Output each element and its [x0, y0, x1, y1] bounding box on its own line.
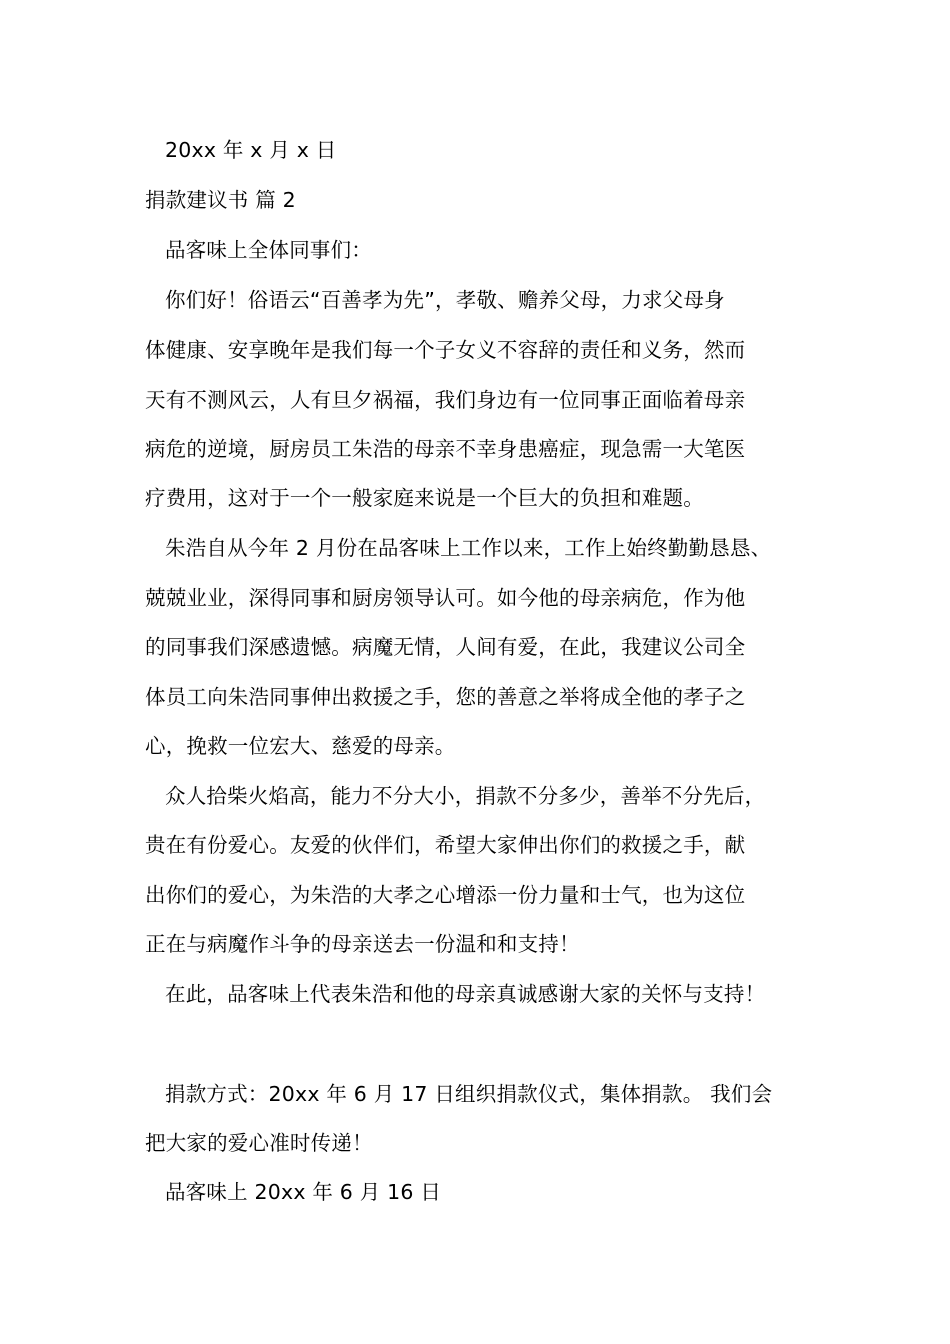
paragraph-line: 的同事我们深感遗憾。病魔无情，人间有爱，在此，我建议公司全 — [145, 635, 746, 659]
paragraph-line: 兢兢业业，深得同事和厨房领导认可。如今他的母亲病危，作为他 — [145, 586, 746, 610]
signature-line: 品客味上 20xx 年 6 月 16 日 — [165, 1180, 442, 1204]
paragraph-line: 朱浩自从今年 2 月份在品客味上工作以来，工作上始终勤勤恳恳、 — [165, 536, 772, 560]
paragraph-line: 心，挽救一位宏大、慈爱的母亲。 — [145, 734, 456, 758]
paragraph-line: 你们好！俗语云“百善孝为先”，孝敬、赡养父母，力求父母身 — [165, 288, 725, 312]
paragraph-line: 正在与病魔作斗争的母亲送去一份温和和支持！ — [145, 932, 580, 956]
paragraph-line: 体员工向朱浩同事伸出救援之手，您的善意之举将成全他的孝子之 — [145, 685, 746, 709]
paragraph-line: 捐款方式：20xx 年 6 月 17 日组织捐款仪式，集体捐款。 我们会 — [165, 1082, 773, 1106]
document-heading: 捐款建议书 篇 2 — [145, 188, 296, 212]
paragraph-line: 在此，品客味上代表朱浩和他的母亲真诚感谢大家的关怀与支持！ — [165, 982, 766, 1006]
paragraph-line: 病危的逆境，厨房员工朱浩的母亲不幸身患癌症，现急需一大笔医 — [145, 437, 746, 461]
paragraph-line: 天有不测风云，人有旦夕祸福，我们身边有一位同事正面临着母亲 — [145, 388, 746, 412]
paragraph-line: 众人拾柴火焰高，能力不分大小，捐款不分多少，善举不分先后， — [165, 784, 766, 808]
paragraph-line: 疗费用，这对于一个一般家庭来说是一个巨大的负担和难题。 — [145, 486, 704, 510]
paragraph-line: 体健康、安享晚年是我们每一个子女义不容辞的责任和义务，然而 — [145, 338, 746, 362]
paragraph-line: 贵在有份爱心。友爱的伙伴们，希望大家伸出你们的救援之手，献 — [145, 833, 746, 857]
salutation: 品客味上全体同事们： — [165, 238, 372, 262]
date-line: 20xx 年 x 月 x 日 — [165, 138, 337, 162]
paragraph-line: 把大家的爱心准时传递！ — [145, 1131, 373, 1155]
paragraph-line: 出你们的爱心，为朱浩的大孝之心增添一份力量和士气，也为这位 — [145, 883, 746, 907]
